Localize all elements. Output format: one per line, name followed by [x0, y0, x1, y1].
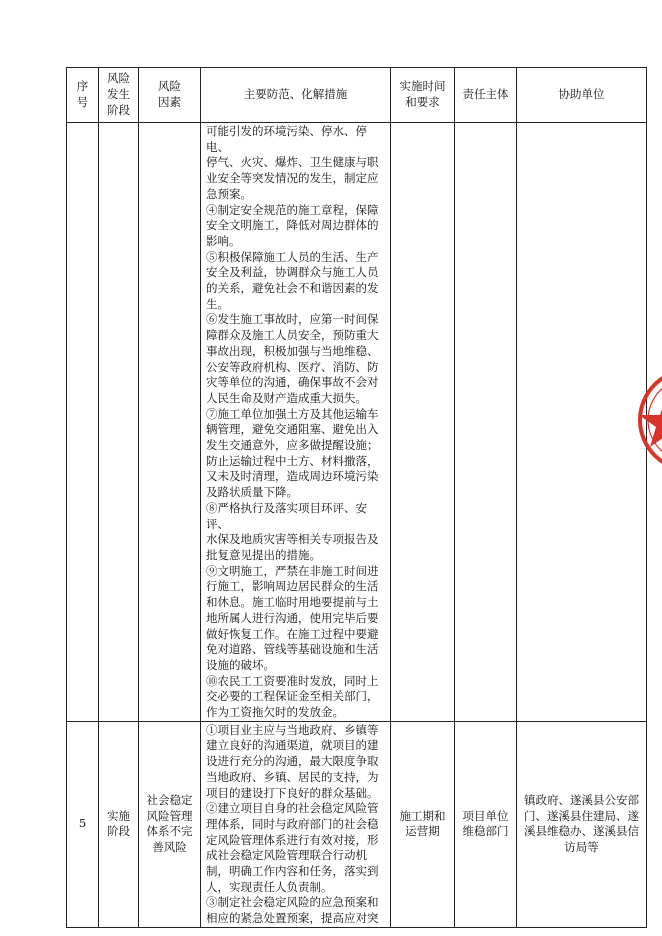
measure-line: 安全文明施工，降低对周边群体的	[206, 218, 379, 233]
measure-line: 和休息。施工临时用地要提前与土	[206, 595, 379, 610]
measure-line: 项目的建设打下良好的群众基础。	[206, 785, 379, 800]
measure-line: 障群众及施工人员安全，预防重大	[206, 328, 379, 343]
measure-line: 业安全等突发情况的发生，制定应	[206, 171, 379, 186]
cell-responsible	[455, 123, 517, 722]
measure-line: ①项目业主应与当地政府、乡镇等	[206, 722, 379, 737]
measure-line: 交必要的工程保证金至相关部门，	[206, 689, 379, 704]
measure-line: ④制定安全规范的施工章程，保障	[206, 202, 379, 217]
measure-line: ⑦施工单位加强土方及其他运输车	[206, 406, 379, 421]
measure-line: 影响。	[206, 233, 241, 248]
table-header-row	[67, 68, 647, 123]
risk-measures-table	[66, 67, 647, 928]
measure-line: 可能引发的环境污染、停水、停电、	[206, 124, 367, 154]
cell-assist: 镇政府、遂溪县公安部门、遂溪县住建局、遂溪县维稳办、遂溪县信访局等	[517, 721, 647, 927]
measure-line: 人民生命及财产造成重大损失。	[206, 390, 367, 405]
cell-assist	[517, 123, 647, 722]
measure-line: ③制定社会稳定风险的应急预案和	[206, 895, 379, 910]
header-responsible: 责任主体	[455, 68, 517, 123]
table-row	[67, 721, 647, 927]
header-factor: 风险因素	[139, 68, 201, 123]
measures-list	[206, 723, 386, 927]
measure-line: 成社会稳定风险管理联合行动机	[206, 848, 367, 863]
measure-line: 生。	[206, 296, 229, 311]
red-seal-stamp	[635, 365, 662, 475]
measure-line: 作为工资拖欠时的发放金。	[206, 705, 344, 720]
measure-line: 停气、火灾、爆炸、卫生健康与职	[206, 155, 379, 170]
cell-no: 5	[67, 721, 99, 927]
header-timing: 实施时间和要求	[391, 68, 455, 123]
cell-measures	[201, 721, 391, 927]
measure-line: 免对道路、管线等基础设施和生活	[206, 642, 379, 657]
cell-responsible: 项目单位维稳部门	[455, 721, 517, 927]
header-no: 序号	[67, 68, 99, 123]
cell-no	[67, 123, 99, 722]
measure-line: 建立良好的沟通渠道，就项目的建	[206, 738, 379, 753]
cell-stage	[99, 123, 139, 722]
measure-line: 定风险管理体系进行有效对接，形	[206, 832, 379, 847]
measure-line: 发生交通意外，应多做提醒设施；	[206, 438, 379, 453]
measure-line: ②建立项目自身的社会稳定风险管	[206, 801, 379, 816]
table-row	[67, 123, 647, 722]
measure-line: ⑥发生施工事故时，应第一时间保	[206, 312, 379, 327]
measure-line: 理体系，同时与政府部门的社会稳	[206, 816, 379, 831]
measure-line: 批复意见提出的措施。	[206, 547, 321, 562]
cell-measures	[201, 123, 391, 722]
cell-timing	[391, 123, 455, 722]
measure-line: 地所属人进行沟通，使用完毕后要	[206, 610, 379, 625]
measures-list	[206, 124, 386, 721]
header-measures: 主要防范、化解措施	[201, 68, 391, 123]
cell-factor: 社会稳定风险管理体系不完善风险	[139, 721, 201, 927]
measure-line: 制，明确工作内容和任务，落实到	[206, 864, 379, 879]
measure-line: 及路状质量下降。	[206, 485, 298, 500]
measure-line: 相应的紧急处置预案，提高应对突	[206, 911, 379, 926]
measure-line: ⑤积极保障施工人员的生活、生产	[206, 249, 379, 264]
measure-line: 安全及利益，协调群众与施工人员	[206, 265, 379, 280]
measure-line: 行施工，影响周边居民群众的生活	[206, 579, 379, 594]
measure-line: 辆管理，避免交通阻塞、避免出入	[206, 422, 379, 437]
measure-line: 灾等单位的沟通，确保事故不会对	[206, 375, 379, 390]
cell-stage: 实施阶段	[99, 721, 139, 927]
measure-line: 设进行充分的沟通，最大限度争取	[206, 754, 379, 769]
measure-line: 做好恢复工作。在施工过程中要避	[206, 626, 379, 641]
measure-line: 当地政府、乡镇、居民的支持，为	[206, 769, 379, 784]
measure-line: 又未及时清理，造成周边环境污染	[206, 469, 379, 484]
header-assist: 协助单位	[517, 68, 647, 123]
measure-line: ⑨文明施工，严禁在非施工时间进	[206, 563, 379, 578]
header-stage: 风险发生阶段	[99, 68, 139, 123]
measure-line: 设施的破坏。	[206, 657, 275, 672]
cell-timing: 施工期和运营期	[391, 721, 455, 927]
measure-line: 人，实现责任人负责制。	[206, 879, 333, 894]
measure-line: 公安等政府机构、医疗、消防、防	[206, 359, 379, 374]
measure-line: 事故出现，积极加强与当地维稳、	[206, 343, 379, 358]
measure-line: 的关系，避免社会不和谐因素的发	[206, 281, 379, 296]
measure-line: 防止运输过程中土方、材料撒落，	[206, 453, 379, 468]
measure-line: 急预案。	[206, 186, 252, 201]
measure-line: ⑧严格执行及落实项目环评、安评、	[206, 500, 367, 531]
cell-factor	[139, 123, 201, 722]
measure-line: 水保及地质灾害等相关专项报告及	[206, 532, 379, 547]
measure-line: ⑩农民工工资要准时发放，同时上	[206, 673, 379, 688]
